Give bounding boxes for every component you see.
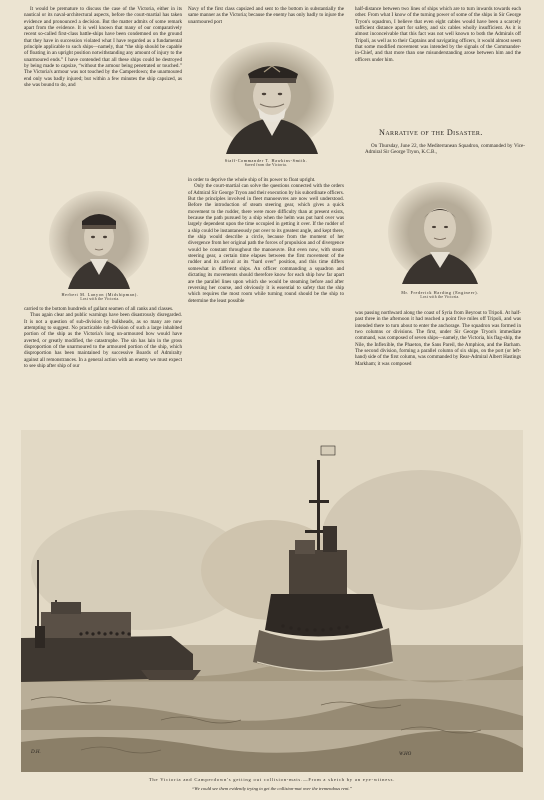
portrait-harding: [384, 180, 496, 284]
column-2-paragraph: in order to deprive the whole ship of its power to float upright.: [188, 177, 316, 183]
caption-lanyon-name: Herbert M. Lanyon (Midshipman).: [61, 292, 139, 297]
caption-hawkins-smith: [188, 158, 344, 168]
column-1-continued-paragraph: Thus again clear and public warnings have been disastrously disregarded. It is not a question of sub-division by bulkheads, as so many are now attempting to suggest. No practicable sub-division of such a large inhabited portion of the ship as the Victoria's long un-armoured bow would have averted, or greatly modified, the catastrophe. The sin has lain in the gross disproportion of the unarmoured to the armoured portion of the ship, which disproportion has been maintained by successive Boards of Admiralty against all remonstrances. In a general action with an enemy we must expect to see ship after ship of our: [24, 312, 182, 370]
column-2-body: [188, 177, 344, 423]
caption-hawkins-smith-note: Saved from the Victoria.: [244, 163, 288, 167]
caption-lanyon-note: Lost with the Victoria.: [80, 297, 120, 301]
column-2-top-text: Navy of the first class capsized and sent to the bottom in substantially the same manner as the Victoria; because the enemy has only badly to injure the unarmoured port: [188, 6, 344, 25]
caption-harding-name: Mr. Frederick Harding (Engineer).: [401, 290, 479, 295]
column-1-bottom: [24, 306, 182, 423]
narrative-intro: On Thursday, June 22, the Mediterranean Squadron, commanded by Vice-Admiral Sir George Tryon, K.C.B.,: [365, 143, 525, 156]
column-1-paragraph: It would be premature to discuss the case of the Victoria, either in its nautical or its naval-architectural aspects, before the court-martial has taken evidence and pronounced a decision. But the matter admits of some remark apart from the evidence. It is well known that many of our comparatively recent so-called first-class battle-ships have been condemned on the ground that they have in succession violated what I have regarded as a fundamental principle applicable to such ships—namely, that “the ship should be capable of floating in an upright position notwithstanding any amount of injury to the unarmoured ends.” I have contended that all these ships could be destroyed by being made to capsize, “without the armour being penetrated or touched.” The Victoria's armour was not touched by the Camperdown; the unarmoured end only was badly injured; but within a few minutes the ship capsized, as she was bound to do, and: [24, 6, 182, 89]
column-3-top: [355, 6, 521, 116]
caption-harding-note: Lost with the Victoria.: [420, 295, 460, 299]
narrative-heading: Narrative of the Disaster.: [379, 128, 483, 137]
column-3-top-text: half-distance between two lines of ships which are to turn inwards towards each other. From what I know of the turning power of some of the ships in Sir George Tryon's squadron, I believe that even eight cables would have been a scarcely sufficient distance apart for safety, and six cables wholly insufficient. As it is almost inconceivable that this fact was not well known to both the Admirals off Tripoli, as well as to their Captains and navigating officers, it would almost seem that some modified movement was intended by the signals of the Commander-in-Chief, and that more than one misunderstanding arose between him and the officers under him.: [355, 6, 521, 63]
artist-signature-left: D.H.: [31, 750, 41, 755]
caption-hawkins-smith-name: Staff-Commander T. Hawkins-Smith.: [224, 158, 308, 163]
column-2-paragraph: Only the court-martial can solve the questions connected with the orders of Admiral Sir George Tryon and their execution by his subordinate officers. But the principles involved in fleet manoeuvres are now well understood. Before the introduction of steam steering gear, which gives a quick movement to the rudder, there were more difficulty than at present exists, because the path pursued by a ship when the helm was put hard over was largely dependent upon the time occupied in getting it over. If the rudder of a ship could be instantaneously put over to its greatest angle, and kept there, the ship would describe a circle, because from the moment of her divergence from her original path the forces of propulsion and of divergence would be constant throughout the manoeuvre. But even now, with steam steering gear, a certain time elapses between the first movement of the rudder and its arrival at its “hard over” position, and this time differs somewhat in different ships. An officer commanding a squadron and dictating its movements should therefore know for each ship how far apart are the parallel lines upon which she would be steaming before and after reversing her course, and obviously it is essential to safety that the ship which requires the most room while turning round should be the ship to determine the least possible: [188, 183, 344, 304]
illustration-quote: “We could see them evidently trying to get the collision-mat over the tremendous rent.”: [191, 786, 353, 791]
caption-harding: [362, 290, 518, 300]
portrait-hawkins-smith: [206, 38, 338, 154]
column-3-bottom: [355, 310, 521, 423]
narrative-continued: was passing northward along the coast of Syria from Beyrout to Tripoli. At half-past three in the afternoon it had reached a point five miles off Tripoli, and was intended there to turn about to enter the anchorage. The squadron was formed in two columns or divisions. The first, under Sir George Tryon's immediate command, was composed of seven ships—namely, the Victoria, his flag-ship, the Nile, the Inflexible, the Phaeton, the Sans Pareil, the Amphion, and the Barham. The second division, forming a parallel column of six ships, on the port (or left-hand) side of the first column, was commanded by Rear-Admiral Albert Hastings Markham; it was composed: [355, 310, 521, 367]
caption-lanyon: [30, 292, 170, 302]
column-1-top: [24, 6, 182, 180]
collision-mat-illustration: [21, 430, 523, 772]
portrait-lanyon: [46, 185, 152, 289]
narrative-intro-block: [365, 143, 525, 179]
artist-signature-right: W.HO: [399, 752, 412, 757]
column-2-top: [188, 6, 344, 38]
column-1-continued-paragraph: carried to the bottom hundreds of gallant seamen of all ranks and classes.: [24, 306, 174, 312]
illustration-caption: The Victoria and Camperdown's getting out collision-mats.—From a sketch by an eye-witness.: [148, 777, 396, 782]
